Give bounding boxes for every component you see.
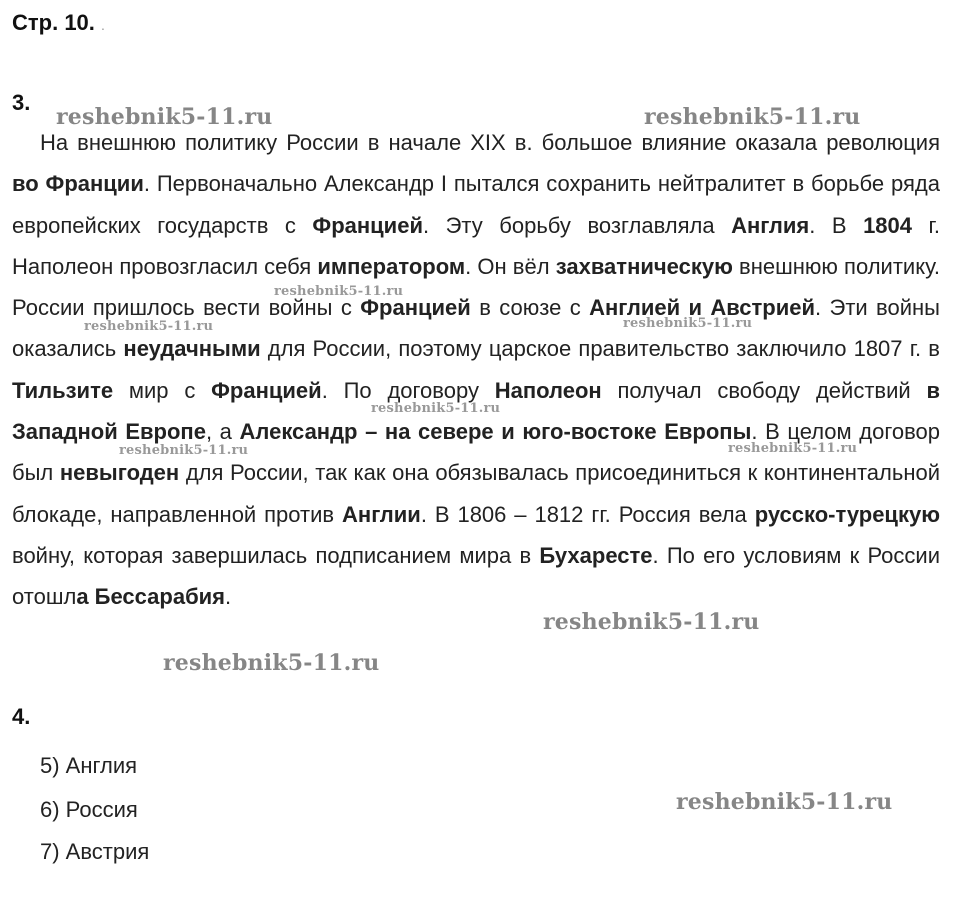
page-header <box>12 10 105 36</box>
bold-answer-text: Англией и Австрией <box>589 295 816 321</box>
paragraph-text: для России, поэтому царское правительство заключило 1807 г. в <box>260 336 940 362</box>
answer-item: 6) Россия <box>40 797 138 822</box>
bold-answer-text: в Западной Европе <box>12 377 940 445</box>
bold-answer-text: Бухаресте <box>539 542 653 568</box>
paragraph-text: . Он вёл <box>465 253 556 279</box>
bold-answer-text: Францией <box>312 212 423 238</box>
bold-answer-text: захватническую <box>555 253 733 279</box>
paragraph-text: . Эти войны оказались <box>12 295 940 362</box>
paragraph-text: . Эту борьбу возглавляла <box>422 212 732 238</box>
paragraph-text: войну, которая завершилась подписанием мира в <box>12 542 540 568</box>
bold-answer-text: 1804 <box>863 212 913 238</box>
paragraph-text: мир с <box>113 377 212 403</box>
task-4-answer-list <box>40 748 149 878</box>
watermark-text: reshebnik5-11.ru <box>84 319 214 334</box>
paragraph-text: . <box>225 584 232 610</box>
paragraph-text: , а <box>205 419 240 445</box>
paragraph-text: . Первоначально Александр I пытался сохранить нейтралитет в борьбе ряда европейских государств с <box>12 171 940 238</box>
bold-answer-text: императором <box>317 253 466 279</box>
paragraph-text: в союзе с <box>470 295 590 321</box>
bold-answer-text: Францией <box>360 295 471 321</box>
bold-answer-text: Наполеон <box>494 377 602 403</box>
watermark-text: reshebnik5-11.ru <box>163 650 380 676</box>
watermark-text: reshebnik5-11.ru <box>274 284 404 299</box>
paragraph-text: . В целом договор был <box>12 419 941 486</box>
watermark-text: reshebnik5-11.ru <box>56 104 273 130</box>
paragraph-text: внешнюю политику. России пришлось вести войны с <box>12 253 940 321</box>
answer-item: 7) Австрия <box>40 839 150 864</box>
task-4-number: 4. <box>12 704 31 729</box>
bold-answer-text: невыгоден <box>59 460 180 486</box>
task-3-paragraph <box>12 122 940 618</box>
bold-answer-text: Францией <box>211 377 322 403</box>
bold-answer-text: а Бессарабия <box>76 584 226 610</box>
paragraph-text: . По его условиям к России отошл <box>12 542 940 610</box>
paragraph-text: для России, так как она обязывалась присоединиться к континентальной блокаде, направленной против <box>12 460 940 527</box>
paragraph-text: . В 1806 – 1812 гг. Россия вела <box>420 501 755 527</box>
bold-answer-text: Англия <box>731 212 810 238</box>
page-title: Стр. 10. <box>12 10 95 35</box>
watermark-text: reshebnik5-11.ru <box>676 789 893 815</box>
watermark-text: reshebnik5-11.ru <box>543 609 760 635</box>
bold-answer-text: неудачными <box>123 336 261 362</box>
task-3-number: 3. <box>12 90 31 115</box>
watermark-text: reshebnik5-11.ru <box>119 443 249 458</box>
answer-item: 5) Англия <box>40 753 138 778</box>
paragraph-text: На внешнюю политику России в начале XIX в. большое влияние оказала революция <box>40 130 940 155</box>
watermark-text: reshebnik5-11.ru <box>623 316 753 331</box>
paragraph-text: . В <box>809 212 864 238</box>
bold-answer-text: Тильзите <box>12 377 114 403</box>
paragraph-text: . По договору <box>321 377 495 403</box>
bold-answer-text: во Франции <box>12 171 144 197</box>
bold-answer-text: Александр – на севере и юго-востоке Европы <box>239 419 752 445</box>
bold-answer-text: Англии <box>342 501 421 527</box>
watermark-text: reshebnik5-11.ru <box>644 104 861 130</box>
watermark-text: reshebnik5-11.ru <box>728 441 858 456</box>
paragraph-text: получал свободу действий <box>601 377 927 403</box>
paragraph-text: г. Наполеон провозгласил себя <box>12 212 940 279</box>
bold-answer-text: русско-турецкую <box>754 501 940 527</box>
watermark-text: reshebnik5-11.ru <box>371 401 501 416</box>
page-title-dots: . <box>101 17 105 33</box>
